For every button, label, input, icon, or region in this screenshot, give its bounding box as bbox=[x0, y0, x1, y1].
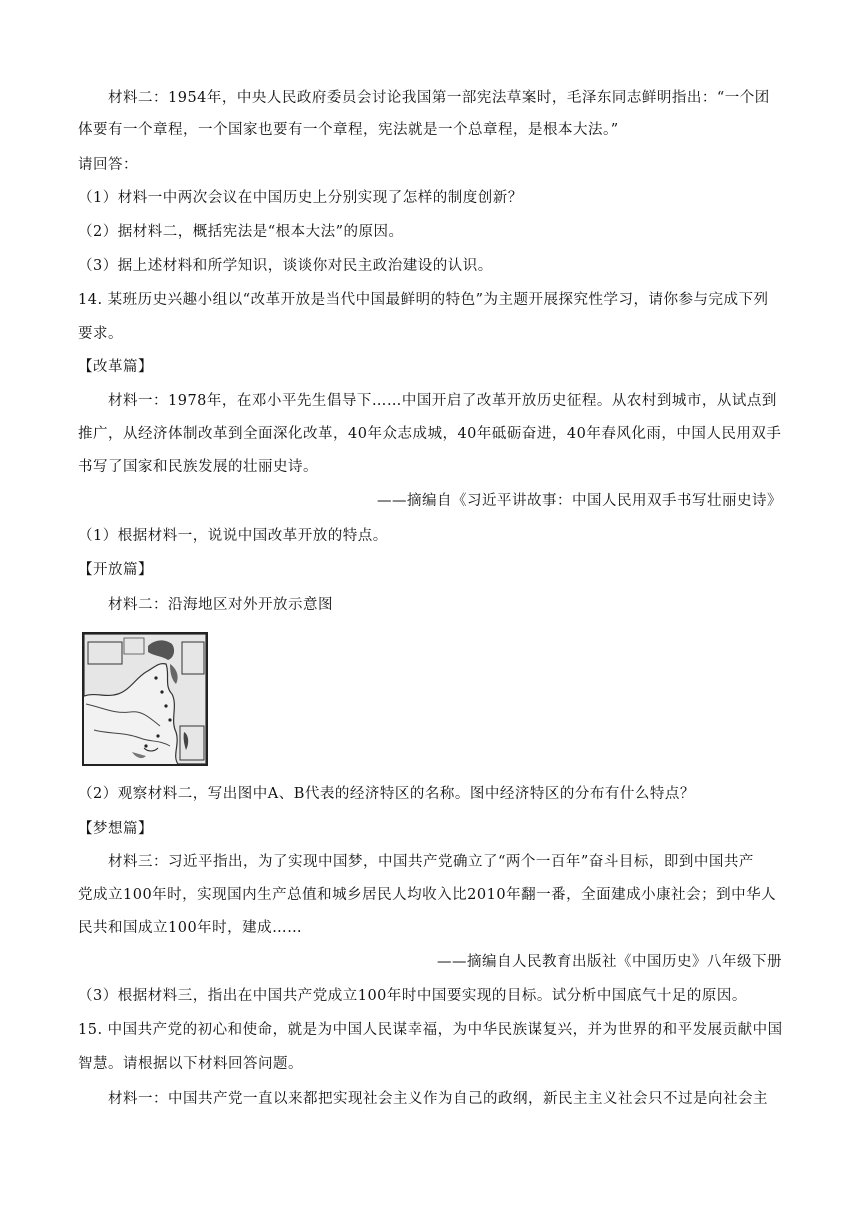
opening-material-caption: 材料二：沿海地区对外开放示意图 bbox=[108, 597, 333, 613]
material-2-line-2: 体要有一个章程，一个国家也要有一个章程，宪法就是一个总章程，是根本大法。” bbox=[78, 122, 619, 138]
q14-stem-line-1: 14. 某班历史兴趣小组以“改革开放是当代中国最鲜明的特色”为主题开展探究性学习，请你参与完成下列 bbox=[78, 292, 769, 308]
q15-material-1-line-1: 材料一：中国共产党一直以来都把实现社会主义作为自己的政纲，新民主主义社会只不过是向社会主 bbox=[108, 1091, 768, 1107]
section-dream: 【梦想篇】 bbox=[78, 821, 153, 837]
q13-sub-2: （2）据材料二，概括宪法是“根本大法”的原因。 bbox=[78, 224, 404, 240]
q14-sub-1: （1）根据材料一，说说中国改革开放的特点。 bbox=[78, 528, 388, 544]
section-reform: 【改革篇】 bbox=[78, 359, 153, 375]
q15-stem-line-1: 15. 中国共产党的初心和使命，就是为中国人民谋幸福，为中华民族谋复兴，并为世界的和平发展贡献中国 bbox=[78, 1022, 783, 1038]
reform-material-line-1: 材料一：1978年，在邓小平先生倡导下……中国开启了改革开放历史征程。从农村到城市，从试点到 bbox=[108, 393, 777, 409]
section-opening: 【开放篇】 bbox=[78, 562, 153, 578]
reform-material-line-3: 书写了国家和民族发展的壮丽史诗。 bbox=[78, 459, 318, 475]
dream-material-line-2: 党成立100年时，实现国内生产总值和城乡居民人均收入比2010年翻一番，全面建成小康社会；到中华人 bbox=[78, 887, 777, 903]
q14-sub-2: （2）观察材料二，写出图中A、B代表的经济特区的名称。图中经济特区的分布有什么特点？ bbox=[78, 786, 695, 802]
q14-sub-3: （3）根据材料三，指出在中国共产党成立100年时中国要实现的目标。试分析中国底气十足的原因。 bbox=[78, 988, 747, 1004]
dream-material-line-3: 民共和国成立100年时，建成…… bbox=[78, 920, 303, 936]
please-answer: 请回答： bbox=[78, 157, 138, 173]
reform-material-line-2: 推广，从经济体制改革到全面深化改革，40年众志成城，40年砥砺奋进，40年春风化雨，中国人民用双手 bbox=[78, 426, 782, 442]
reform-source: ——摘编自《习近平讲故事：中国人民用双手书写壮丽史诗》 bbox=[377, 493, 782, 509]
dream-source: ——摘编自人民教育出版社《中国历史》八年级下册 bbox=[437, 954, 782, 970]
q14-stem-line-2: 要求。 bbox=[78, 326, 123, 342]
q15-stem-line-2: 智慧。请根据以下材料回答问题。 bbox=[78, 1056, 303, 1072]
coastal-opening-map-image bbox=[82, 632, 208, 766]
q13-sub-1: （1）材料一中两次会议在中国历史上分别实现了怎样的制度创新？ bbox=[78, 190, 523, 206]
material-2-line-1: 材料二：1954年，中央人民政府委员会讨论我国第一部宪法草案时，毛泽东同志鲜明指出：“一个团 bbox=[108, 90, 770, 106]
q13-sub-3: （3）据上述材料和所学知识，谈谈你对民主政治建设的认识。 bbox=[78, 258, 493, 274]
dream-material-line-1: 材料三：习近平指出，为了实现中国梦，中国共产党确立了“两个一百年”奋斗目标，即到中国共产 bbox=[108, 854, 754, 870]
